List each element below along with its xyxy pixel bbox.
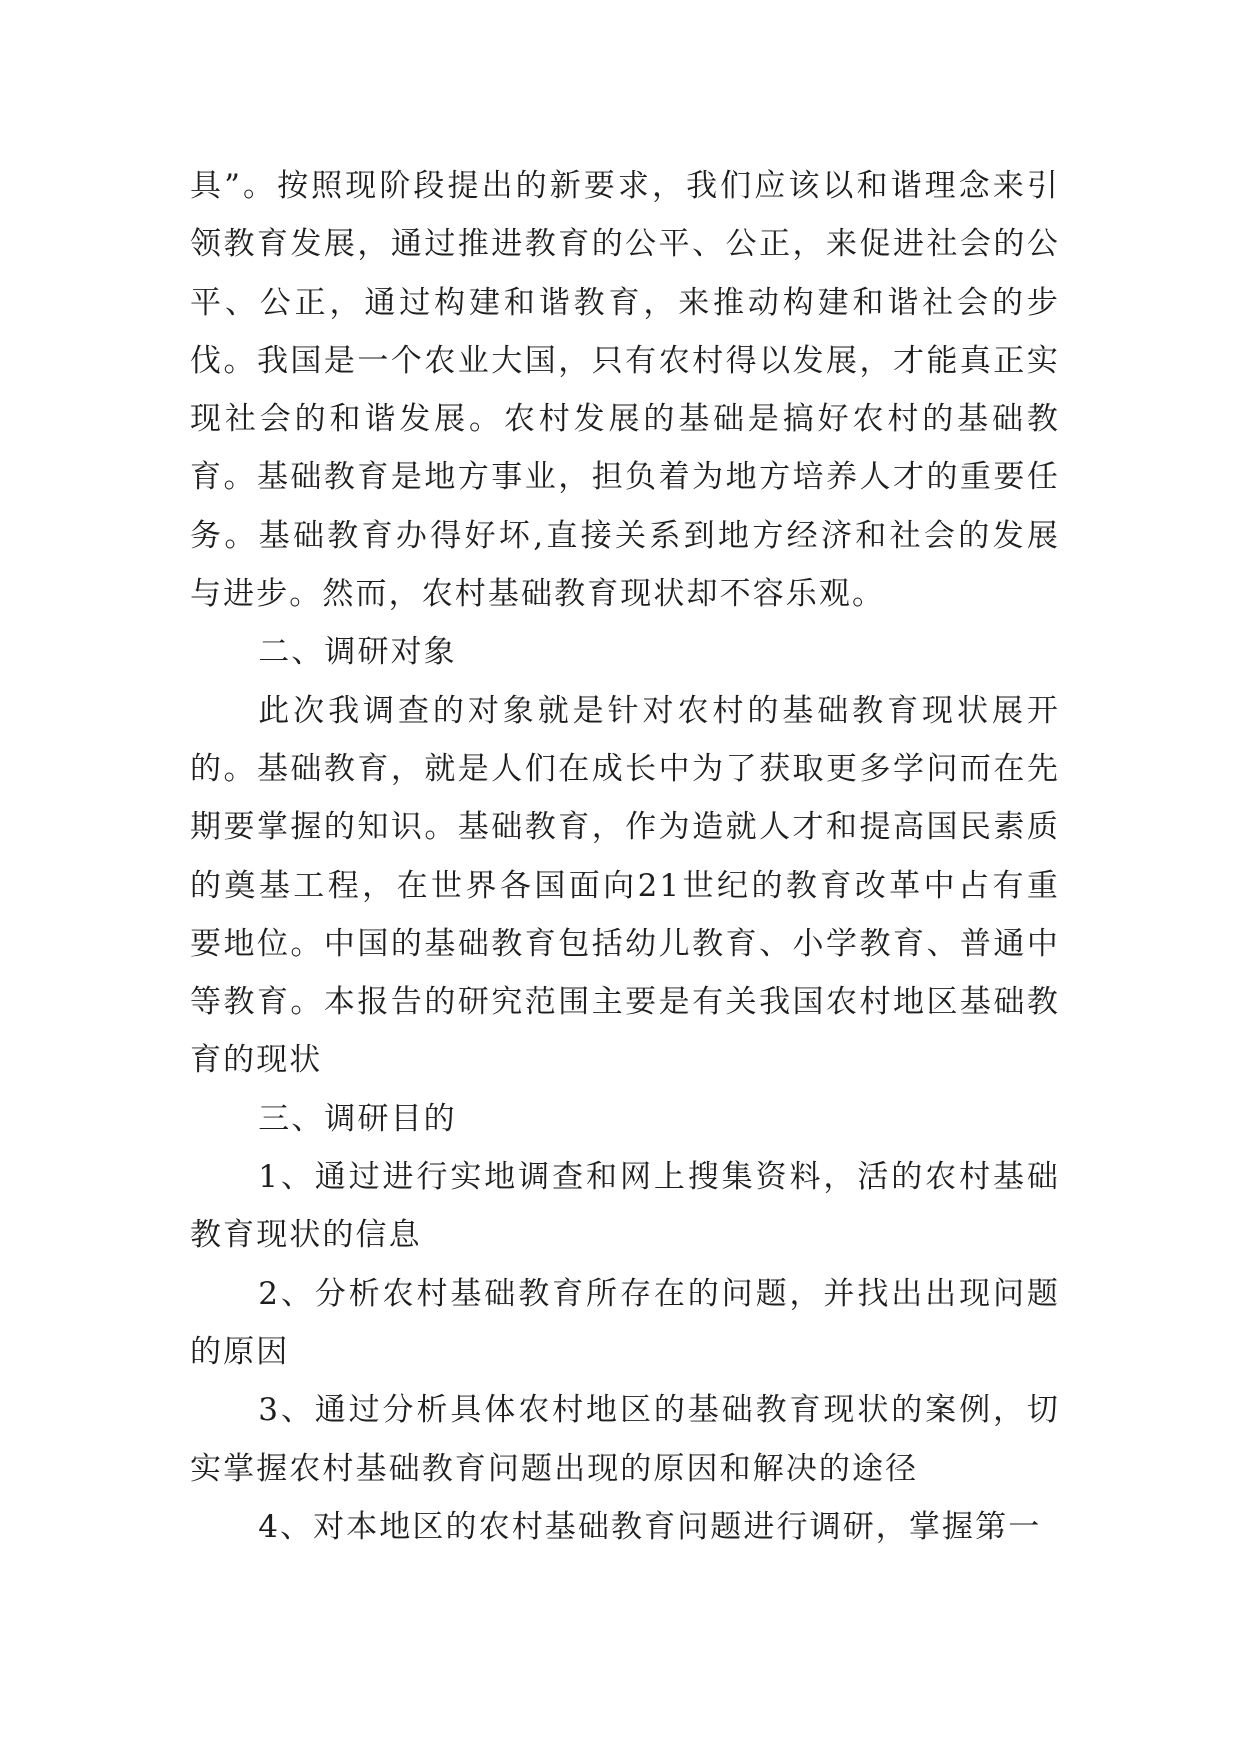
paragraph-purpose-4: 4、对本地区的农村基础教育问题进行调研，掌握第一 (258, 1508, 1042, 1545)
paragraph-purpose-3: 3、通过分析具体农村地区的基础教育现状的案例，切实掌握农村基础教育问题出现的原因和解决的途径 (190, 1392, 1060, 1487)
paragraph-purpose-2: 2、分析农村基础教育所存在的问题，并找出出现问题的原因 (190, 1275, 1060, 1370)
paragraph-purpose-1: 1、通过进行实地调查和网上搜集资料，活的农村基础教育现状的信息 (190, 1159, 1060, 1254)
section-heading-research-subject: 二、调研对象 (258, 634, 457, 671)
paragraph-intro-continued: 具”。按照现阶段提出的新要求，我们应该以和谐理念来引领教育发展，通过推进教育的公平、公正，来促进社会的公平、公正，通过构建和谐教育，来推动构建和谐社会的步伐。我国是一个农业大国，只有农村得以发展，才能真正实现社会的和谐发展。农村发展的基础是搞好农村的基础教育。基础教育是地方事业，担负着为地方培养人才的重要任务。基础教育办得好坏,直接关系到地方经济和社会的发展与进步。然而，农村基础教育现状却不容乐观。 (190, 168, 1060, 613)
document-body (190, 157, 1060, 1556)
paragraph-research-subject: 此次我调查的对象就是针对农村的基础教育现状展开的。基础教育，就是人们在成长中为了获取更多学问而在先期要掌握的知识。基础教育，作为造就人才和提高国民素质的奠基工程，在世界各国面向21世纪的教育改革中占有重要地位。中国的基础教育包括幼儿教育、小学教育、普通中等教育。本报告的研究范围主要是有关我国农村地区基础教育的现状 (190, 692, 1060, 1079)
section-heading-research-purpose: 三、调研目的 (258, 1100, 457, 1137)
